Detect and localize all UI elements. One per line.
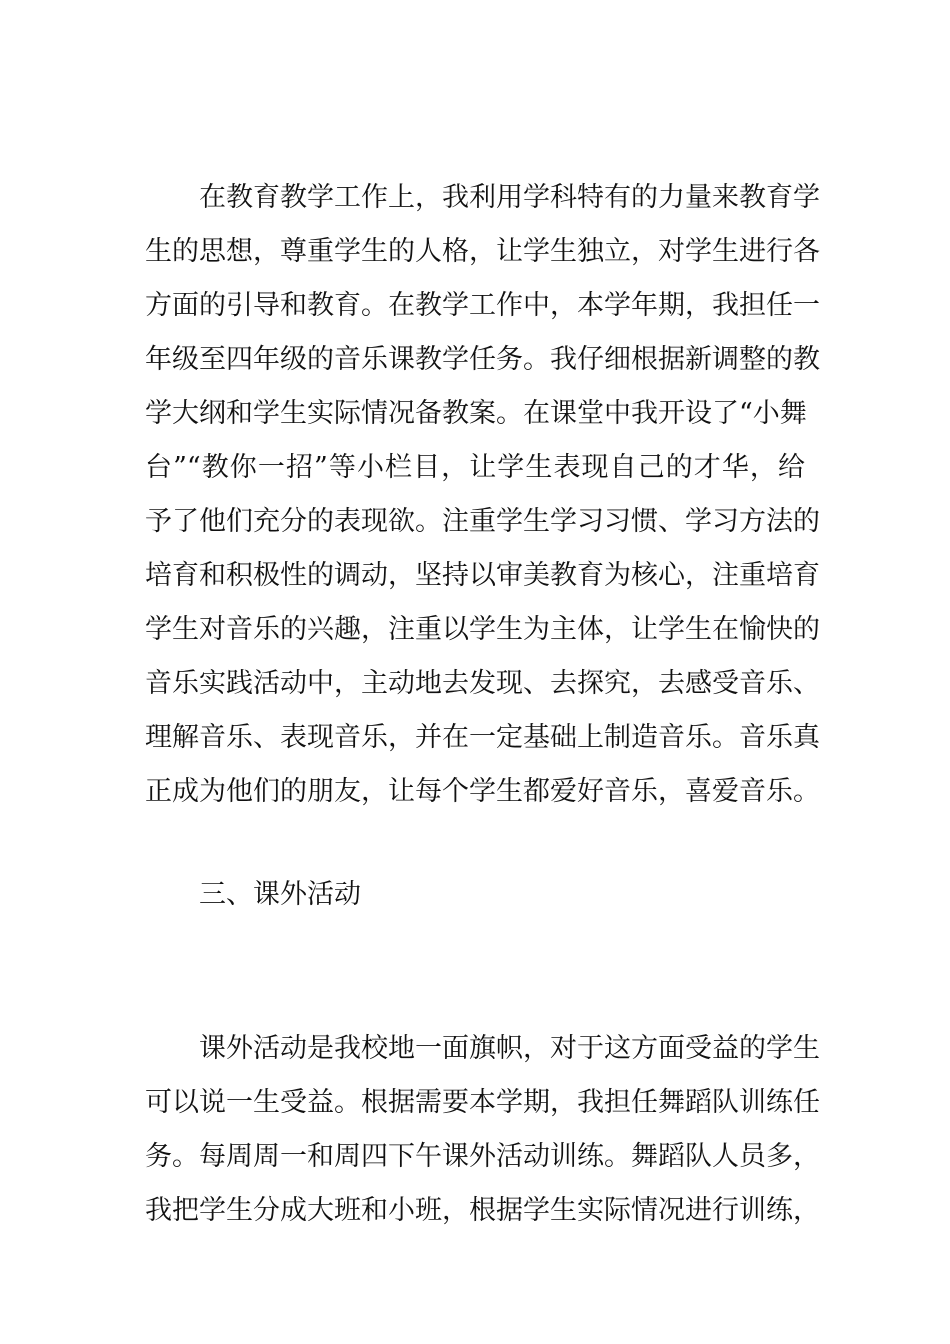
paragraph-line: 在教育教学工作上，我利用学科特有的力量来教育学 <box>199 182 820 213</box>
paragraph-line: 年级至四年级的音乐课教学任务。我仔细根据新调整的教 <box>145 344 820 375</box>
section-heading <box>145 868 805 922</box>
section-heading-text: 三、课外活动 <box>199 879 361 910</box>
paragraph-line: 音乐实践活动中，主动地去发现、去探究，去感受音乐、 <box>145 668 820 699</box>
paragraph-line: 台”“教你一招”等小栏目，让学生表现自己的才华，给 <box>145 452 805 483</box>
paragraph-line: 生的思想，尊重学生的人格，让学生独立，对学生进行各 <box>145 236 820 267</box>
paragraph-line: 务。每周周一和周四下午课外活动训练。舞蹈队人员多， <box>145 1141 820 1172</box>
paragraph-line: 培育和积极性的调动，坚持以审美教育为核心，注重培育 <box>145 560 820 591</box>
paragraph-line: 学生对音乐的兴趣，注重以学生为主体，让学生在愉快的 <box>145 614 820 645</box>
paragraph-line: 予了他们充分的表现欲。注重学生学习习惯、学习方法的 <box>145 506 820 537</box>
paragraph-line: 我把学生分成大班和小班，根据学生实际情况进行训练， <box>145 1195 820 1226</box>
paragraph-line: 正成为他们的朋友，让每个学生都爱好音乐，喜爱音乐。 <box>145 776 820 807</box>
paragraph-line: 理解音乐、表现音乐，并在一定基础上制造音乐。音乐真 <box>145 722 820 753</box>
paragraph-line: 学大纲和学生实际情况备教案。在课堂中我开设了“小舞 <box>145 398 807 429</box>
paragraph-line: 方面的引导和教育。在教学工作中，本学年期，我担任一 <box>145 290 820 321</box>
paragraph-line: 可以说一生受益。根据需要本学期，我担任舞蹈队训练任 <box>145 1087 820 1118</box>
body-paragraph-teaching <box>145 171 820 819</box>
paragraph-line: 课外活动是我校地一面旗帜，对于这方面受益的学生 <box>199 1033 820 1064</box>
body-paragraph-activities <box>145 1022 820 1238</box>
